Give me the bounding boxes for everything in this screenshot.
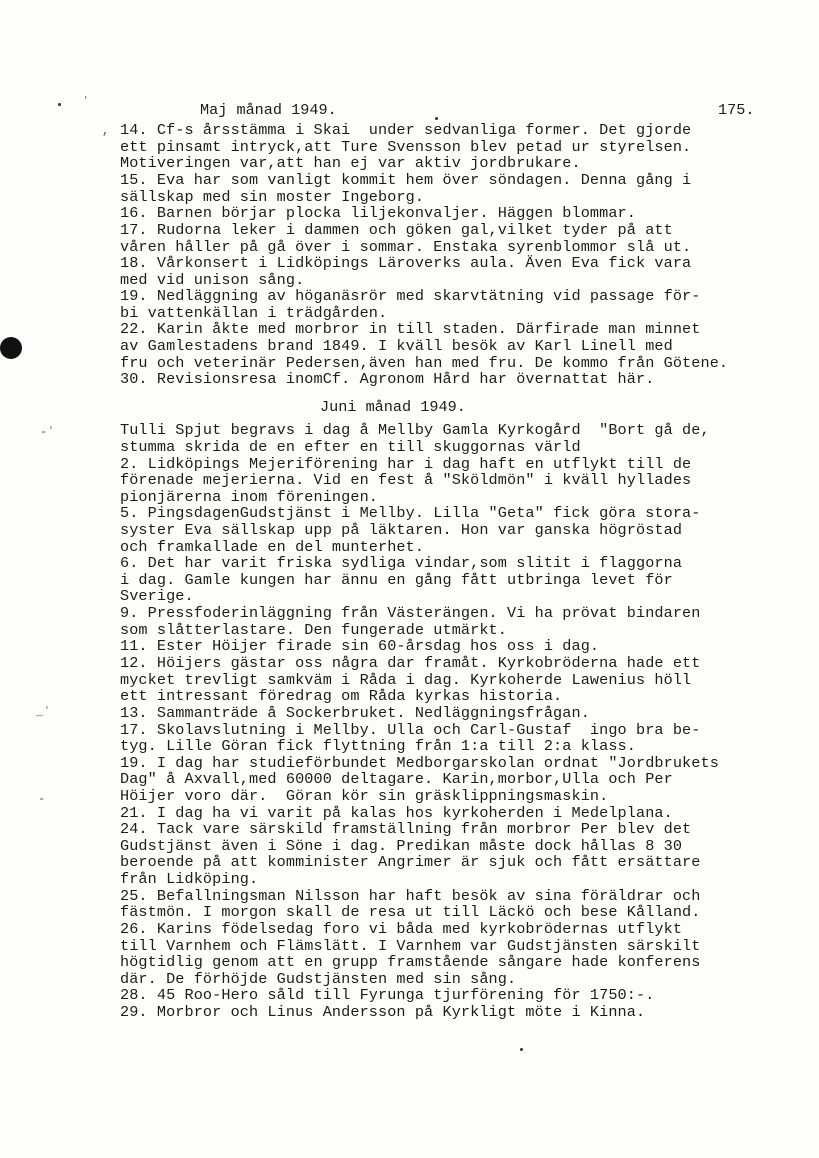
text-line: Gudstjänst även i Söne i dag. Predikan måste dock hållas 8 30: [120, 837, 683, 855]
text-line: Tulli Spjut begravs i dag å Mellby Gamla Kyrkogård "Bort gå de,: [120, 421, 710, 439]
text-line: fru och veterinär Pedersen,även han med fru. De kommo från Götene.: [120, 354, 729, 372]
margin-mark: ,: [102, 124, 110, 138]
text-line: 26. Karins födelsedag foro vi båda med kyrkobrödernas utflykt: [120, 920, 683, 938]
text-line: och framkallade en del munterhet.: [120, 538, 425, 556]
text-line: 17. Skolavslutning i Mellby. Ulla och Carl-Gustaf ingo bra be-: [120, 721, 701, 739]
text-line: 6. Det har varit friska sydliga vindar,som slitit i flaggorna: [120, 554, 683, 572]
text-line: Höijer voro där. Göran kör sin gräsklippningsmaskin.: [120, 787, 609, 805]
text-line: 28. 45 Roo-Hero såld till Fyrunga tjurförening för 1750:-.: [120, 986, 655, 1004]
text-line: våren håller på gå över i sommar. Enstaka syrenblommor slå ut.: [120, 238, 692, 256]
margin-mark: _ʼ: [36, 705, 51, 719]
text-line: av Gamlestadens brand 1849. I kväll besök av Karl Linell med: [120, 337, 673, 355]
text-line: mycket trevligt samkväm i Råda i dag. Kyrkoherde Lawenius höll: [120, 671, 692, 689]
text-line: 5. PingsdagenGudstjänst i Mellby. Lilla "Geta" fick göra stora-: [120, 504, 701, 522]
punch-hole: [0, 337, 22, 359]
text-line: Dag" å Axvall,med 60000 deltagare. Karin,morbor,Ulla och Per: [120, 770, 673, 788]
text-line: 16. Barnen börjar plocka liljekonvaljer. Häggen blommar.: [120, 204, 636, 222]
text-line: syster Eva sällskap upp på läktaren. Hon var ganska högröstad: [120, 521, 683, 539]
text-line: 30. Revisionsresa inomCf. Agronom Hård har övernattat här.: [120, 370, 655, 388]
text-line: pionjärerna inom föreningen.: [120, 488, 378, 506]
text-line: 12. Höijers gästar oss några dar framåt. Kyrkobröderna hade ett: [120, 654, 701, 672]
text-line: från Lidköping.: [120, 870, 259, 888]
margin-mark: -ʼ: [40, 425, 55, 439]
text-line: 19. Nedläggning av höganäsrör med skarvtätning vid passage för-: [120, 287, 701, 305]
margin-mark: -: [38, 792, 46, 806]
text-line: 2. Lidköpings Mejeriförening har i dag haft en utflykt till de: [120, 455, 692, 473]
page-dot: [520, 1048, 523, 1051]
text-line: som slåtterlastare. Den fungerade utmärkt.: [120, 621, 507, 639]
page-header-title: Maj månad 1949.: [200, 101, 337, 119]
text-line: sällskap med sin moster Ingeborg.: [120, 188, 425, 206]
text-line: 17. Rudorna leker i dammen och göken gal,vilket tyder på att: [120, 221, 673, 239]
text-line: 25. Befallningsman Nilsson har haft besök av sina föräldrar och: [120, 887, 701, 905]
text-line: 9. Pressfoderinläggning från Västerängen. Vi ha prövat bindaren: [120, 604, 701, 622]
text-line: ett pinsamt intryck,att Ture Svensson blev petad ur styrelsen.: [120, 138, 692, 156]
text-line: Motiveringen var,att han ej var aktiv jordbrukare.: [120, 154, 581, 172]
text-line: i dag. Gamle kungen har ännu en gång fått utbringa levet för: [120, 571, 673, 589]
page-number: 175.: [718, 101, 755, 119]
text-line: högtidlig genom att en grupp framstående sångare hade konferens: [120, 953, 701, 971]
text-line: med vid unison sång.: [120, 271, 305, 289]
text-line: stumma skrida de en efter en till skuggornas värld: [120, 438, 581, 456]
text-line: fästmön. I morgon skall de resa ut till Läckö och bese Kålland.: [120, 903, 701, 921]
text-line: Sverige.: [120, 587, 194, 605]
text-line: 24. Tack vare särskild framställning från morbror Per blev det: [120, 820, 692, 838]
text-line: till Varnhem och Flämslätt. I Varnhem var Gudstjänsten särskilt: [120, 937, 701, 955]
text-line: 14. Cf-s årsstämma i Skai under sedvanliga former. Det gjorde: [120, 121, 692, 139]
text-line: 29. Morbror och Linus Andersson på Kyrkligt möte i Kinna.: [120, 1003, 646, 1021]
header-dot: [435, 117, 438, 120]
text-line: beroende på att komminister Angrimer är sjuk och fått ersättare: [120, 853, 701, 871]
text-line: förenade mejerierna. Vid en fest å "Sköldmön" i kväll hyllades: [120, 471, 692, 489]
text-line: 11. Ester Höijer firade sin 60-årsdag hos oss i dag.: [120, 637, 600, 655]
text-line: 19. I dag har studieförbundet Medborgarskolan ordnat "Jordbrukets: [120, 754, 719, 772]
text-line: 15. Eva har som vanligt kommit hem över söndagen. Denna gång i: [120, 171, 692, 189]
text-line: bi vattenkällan i trädgården.: [120, 304, 388, 322]
text-line: 13. Sammanträde å Sockerbruket. Nedläggningsfrågan.: [120, 704, 590, 722]
text-line: 22. Karin åkte med morbror in till staden. Därfirade man minnet: [120, 320, 701, 338]
text-line: ett intressant föredrag om Råda kyrkas historia.: [120, 687, 563, 705]
text-line: 21. I dag ha vi varit på kalas hos kyrkoherden i Medelplana.: [120, 804, 673, 822]
text-line: 18. Vårkonsert i Lidköpings Läroverks aula. Även Eva fick vara: [120, 254, 692, 272]
margin-mark: ʼ: [82, 95, 90, 109]
june-section-title: Juni månad 1949.: [320, 398, 466, 416]
margin-dot: [58, 103, 61, 106]
text-line: tyg. Lille Göran fick flyttning från 1:a till 2:a klass.: [120, 737, 636, 755]
text-line: där. De förhöjde Gudstjänsten med sin sång.: [120, 970, 517, 988]
